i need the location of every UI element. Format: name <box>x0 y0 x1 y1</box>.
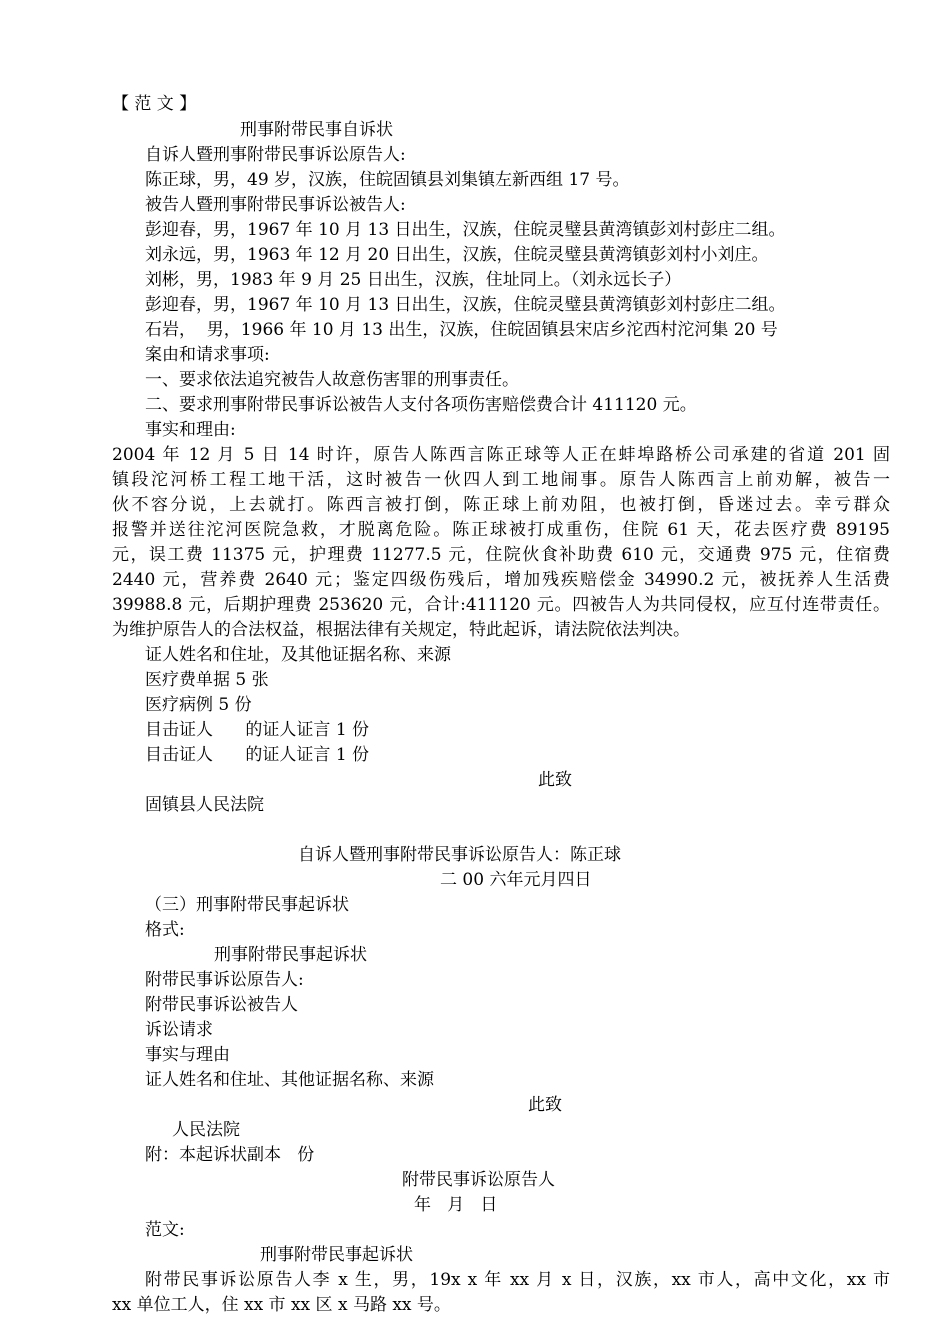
section-heading: （三）刑事附带民事起诉状 <box>145 895 349 915</box>
paragraph-line: 伙不容分说，上去就打。陈西言被打倒，陈正球上前劝阻，也被打倒，昏迷过去。幸亏群众 <box>112 495 890 515</box>
text-line: 二、要求刑事附带民事诉讼被告人支付各项伤害赔偿费合计 411120 元。 <box>145 395 697 415</box>
template-title: 刑事附带民事起诉状 <box>214 945 367 965</box>
paragraph-line: 2440 元，营养费 2640 元；鉴定四级伤残后，增加残疾赔偿金 34990.2 元，被抚养人生活费 <box>112 570 890 590</box>
paragraph-line: 附带民事诉讼原告人李 x 生，男，19x x 年 xx 月 x 日，汉族，xx 市人，高中文化，xx 市 <box>145 1270 890 1290</box>
template-line: 附带民事诉讼原告人: <box>145 970 304 990</box>
text-line: 石岩， 男，1966 年 10 月 13 出生，汉族，住皖固镇县宋店乡沱西村沱河集 20 号 <box>145 320 778 340</box>
text-line: 刘彬，男，1983 年 9 月 25 日出生，汉族，住址同上。（刘永远长子） <box>145 270 682 290</box>
paragraph-line: xx 单位工人，住 xx 市 xx 区 x 马路 xx 号。 <box>112 1295 451 1315</box>
text-line: 目击证人 的证人证言 1 份 <box>145 720 370 740</box>
template-line: 诉讼请求 <box>145 1020 213 1040</box>
text-line: 彭迎春，男，1967 年 10 月 13 日出生，汉族，住皖灵璧县黄湾镇彭刘村彭庄二组。 <box>145 295 786 315</box>
template-line: 附带民事诉讼被告人 <box>145 995 298 1015</box>
paragraph-line: 为维护原告人的合法权益，根据法律有关规定，特此起诉，请法院依法判决。 <box>112 620 690 640</box>
text-line: 彭迎春，男，1967 年 10 月 13 日出生，汉族，住皖灵璧县黄湾镇彭刘村彭庄二组。 <box>145 220 786 240</box>
closing-cizhi: 此致 <box>528 1095 562 1115</box>
text-line: 医疗病例 5 份 <box>145 695 252 715</box>
sample-title: 刑事附带民事起诉状 <box>260 1245 413 1265</box>
text-line: 刘永远，男，1963 年 12 月 20 日出生，汉族，住皖灵璧县黄湾镇彭刘村小刘庄。 <box>145 245 769 265</box>
text-line: 一、要求依法追究被告人故意伤害罪的刑事责任。 <box>145 370 519 390</box>
court-name: 固镇县人民法院 <box>145 795 264 815</box>
signature-line: 自诉人暨刑事附带民事诉讼原告人：陈正球 <box>298 845 621 865</box>
signature-line: 附带民事诉讼原告人 <box>402 1170 555 1190</box>
paragraph-line: 报警并送往沱河医院急救，才脱离危险。陈正球被打成重伤，住院 61 天，花去医疗费 89195 <box>112 520 890 540</box>
paragraph-line: 镇段沱河桥工程工地干活，这时被告一伙四人到工地闹事。原告人陈西言上前劝解，被告一 <box>112 470 890 490</box>
text-line: 目击证人 的证人证言 1 份 <box>145 745 370 765</box>
closing-cizhi: 此致 <box>538 770 572 790</box>
text-line: 证人姓名和住址，及其他证据名称、来源 <box>145 645 451 665</box>
text-line: 事实和理由: <box>145 420 236 440</box>
template-line: 证人姓名和住址、其他证据名称、来源 <box>145 1070 434 1090</box>
attachment-line: 附：本起诉状副本 份 <box>145 1145 315 1165</box>
sample-label: 范文: <box>145 1220 185 1240</box>
template-line: 事实与理由 <box>145 1045 230 1065</box>
paragraph-line: 39988.8 元，后期护理费 253620 元，合计:411120 元。四被告人为共同侵权，应互付连带责任。 <box>112 595 890 615</box>
text-line: 陈正球，男，49 岁，汉族，住皖固镇县刘集镇左新西组 17 号。 <box>145 170 630 190</box>
section-label: 【 范 文 】 <box>112 94 197 114</box>
date-line: 二 00 六年元月四日 <box>440 870 592 890</box>
date-line: 年 月 日 <box>414 1195 498 1215</box>
text-line: 医疗费单据 5 张 <box>145 670 269 690</box>
text-line: 自诉人暨刑事附带民事诉讼原告人: <box>145 145 406 165</box>
document-title: 刑事附带民事自诉状 <box>240 120 393 140</box>
court-name: 人民法院 <box>172 1120 240 1140</box>
format-label: 格式: <box>145 920 185 940</box>
text-line: 案由和请求事项: <box>145 345 270 365</box>
paragraph-line: 元，误工费 11375 元，护理费 11277.5 元，住院伙食补助费 610 元，交通费 975 元，住宿费 <box>112 545 890 565</box>
paragraph-line: 2004 年 12 月 5 日 14 时许，原告人陈西言陈正球等人正在蚌埠路桥公司承建的省道 201 固 <box>112 445 890 465</box>
text-line: 被告人暨刑事附带民事诉讼被告人: <box>145 195 406 215</box>
